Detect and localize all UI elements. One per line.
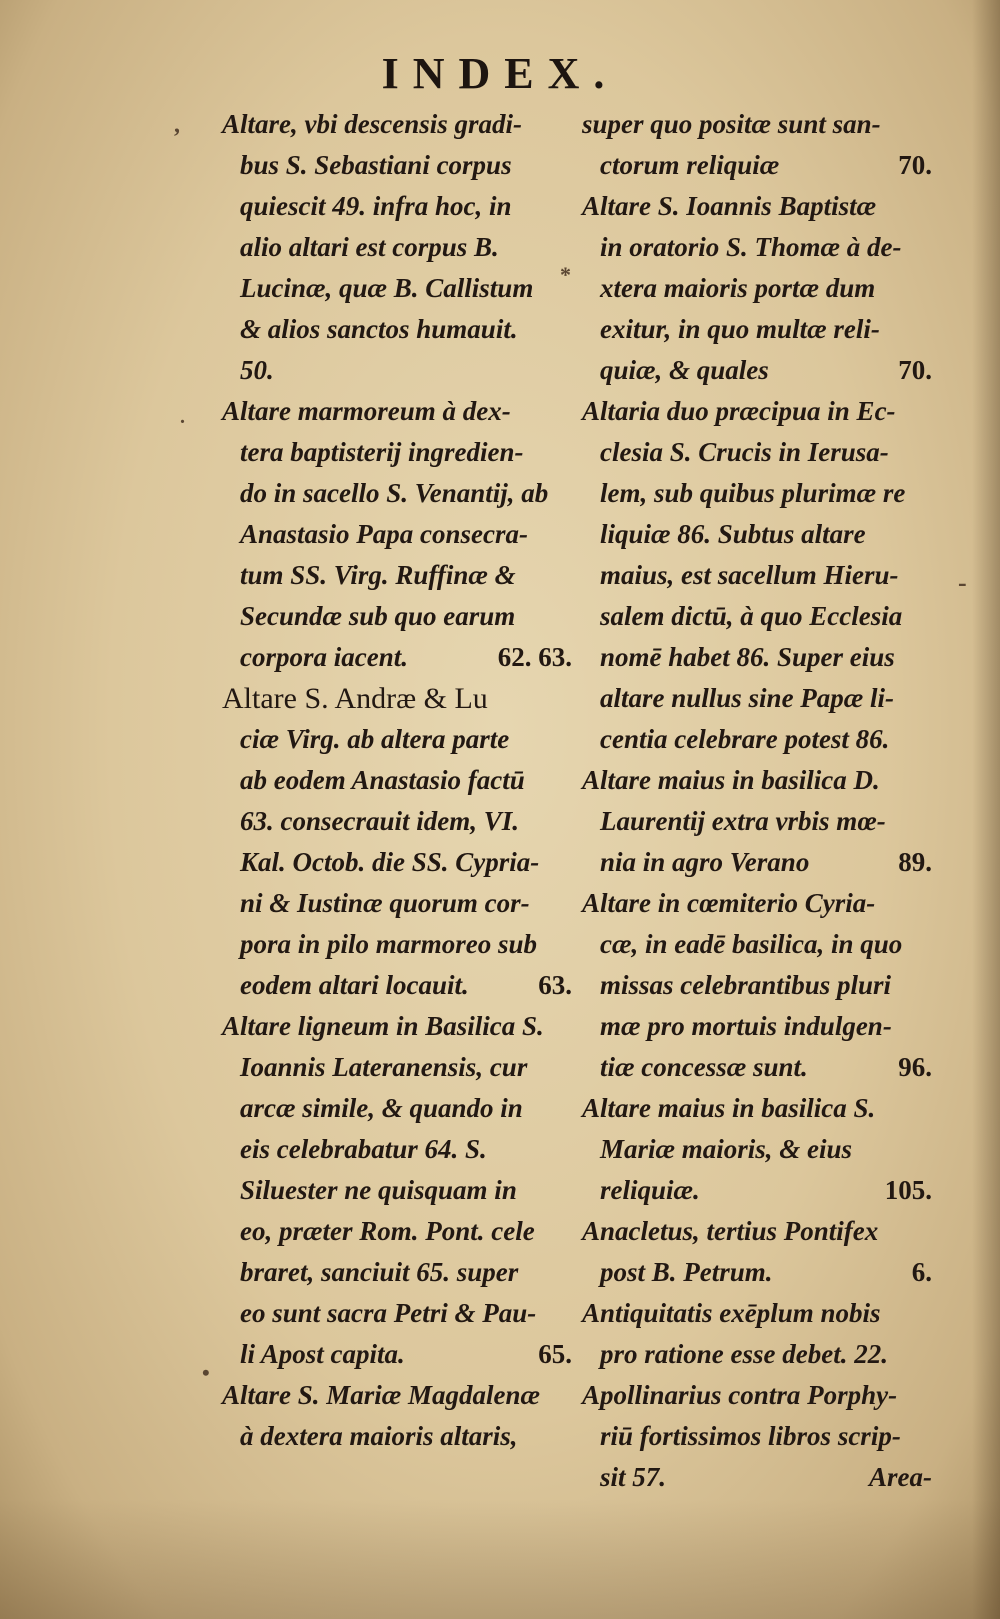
index-entry-line	[222, 801, 572, 842]
index-entry-line	[582, 227, 932, 268]
index-entry-line	[582, 350, 932, 391]
page-reference: 65.	[538, 1339, 572, 1369]
entry-text: pro ratione esse debet. 22.	[600, 1339, 888, 1369]
entry-text: Ioannis Lateranensis, cur	[240, 1052, 528, 1082]
index-entry-line	[222, 883, 572, 924]
margin-mark: -	[958, 568, 967, 597]
index-entry-line	[222, 473, 572, 514]
index-entry-line	[582, 1088, 932, 1129]
entry-text: Kal. Octob. die SS. Cypria-	[240, 847, 540, 877]
index-entry-line	[222, 596, 572, 637]
index-entry-line	[582, 1252, 932, 1293]
index-entry-line	[582, 432, 932, 473]
page-reference: 70.	[898, 355, 932, 385]
entry-text: post B. Petrum.	[600, 1257, 773, 1287]
entry-text: reliquiæ.	[600, 1175, 700, 1205]
margin-mark: ,	[174, 112, 180, 138]
index-entry-line	[582, 309, 932, 350]
entry-text: Laurentij extra vrbis mœ-	[600, 806, 886, 836]
entry-text: 50.	[240, 355, 274, 385]
index-entry-line	[222, 432, 572, 473]
index-entry-line	[582, 1334, 932, 1375]
entry-text: lem, sub quibus plurimæ re	[600, 478, 906, 508]
entry-text: Altare ligneum in Basilica S.	[222, 1011, 544, 1041]
index-entry-line	[582, 555, 932, 596]
page-reference: 63.	[538, 970, 572, 1000]
index-entry-line	[222, 1170, 572, 1211]
entry-text: bus S. Sebastiani corpus	[240, 150, 512, 180]
entry-text: quiescit 49. infra hoc, in	[240, 191, 512, 221]
left-column	[222, 104, 572, 1457]
index-entry-line	[582, 1293, 932, 1334]
index-entry-line	[222, 350, 572, 391]
entry-text: centia celebrare potest 86.	[600, 724, 890, 754]
entry-text: Lucinæ, quæ B. Callistum	[240, 273, 534, 303]
entry-text: Secundæ sub quo earum	[240, 601, 516, 631]
entry-text: Mariæ maioris, & eius	[600, 1134, 853, 1164]
right-column	[582, 104, 932, 1498]
index-entry-line	[222, 1211, 572, 1252]
entry-text: clesia S. Crucis in Ierusa-	[600, 437, 889, 467]
entry-text: Altare S. Andræ & Lu	[222, 682, 488, 715]
index-entry-line	[222, 678, 572, 719]
index-entry-line	[222, 924, 572, 965]
entry-text: eo sunt sacra Petri & Pau-	[240, 1298, 537, 1328]
entry-text: Siluester ne quisquam in	[240, 1175, 517, 1205]
index-entry-line	[582, 1047, 932, 1088]
entry-text: arcæ simile, & quando in	[240, 1093, 523, 1123]
index-entry-line	[222, 1047, 572, 1088]
entry-text: mæ pro mortuis indulgen-	[600, 1011, 892, 1041]
entry-text: Altare S. Ioannis Baptistæ	[582, 191, 877, 221]
entry-text: Altare maius in basilica S.	[582, 1093, 876, 1123]
entry-text: tiæ concessæ sunt.	[600, 1052, 808, 1082]
index-entry-line	[582, 1211, 932, 1252]
index-entry-line	[582, 596, 932, 637]
entry-text: in oratorio S. Thomæ à de-	[600, 232, 902, 262]
margin-mark: .	[180, 406, 185, 428]
index-entry-line	[222, 1006, 572, 1047]
entry-text: li Apost capita.	[240, 1339, 405, 1369]
index-entry-line	[582, 268, 932, 309]
entry-text: à dextera maioris altaris,	[240, 1421, 518, 1451]
index-entry-line	[582, 186, 932, 227]
entry-text: ctorum reliquiæ	[600, 150, 780, 180]
index-entry-line	[582, 473, 932, 514]
entry-text: Altare S. Mariæ Magdalenæ	[222, 1380, 541, 1410]
entry-text: cæ, in eadē basilica, in quo	[600, 929, 903, 959]
index-entry-line	[222, 1129, 572, 1170]
entry-text: missas celebrantibus pluri	[600, 970, 892, 1000]
entry-text: Anastasio Papa consecra-	[240, 519, 529, 549]
page-reference: 70.	[898, 150, 932, 180]
index-entry-line	[222, 637, 572, 678]
entry-text: 63. consecrauit idem, VI.	[240, 806, 520, 836]
entry-text: Altare, vbi descensis gradi-	[222, 109, 522, 139]
index-entry-line	[582, 801, 932, 842]
entry-text: maius, est sacellum Hieru-	[600, 560, 899, 590]
entry-text: ab eodem Anastasio factū	[240, 765, 525, 795]
entry-text: exitur, in quo multæ reli-	[600, 314, 880, 344]
entry-text: Anacletus, tertius Pontifex	[582, 1216, 879, 1246]
index-entry-line	[582, 145, 932, 186]
index-entry-line	[582, 719, 932, 760]
entry-text: alio altari est corpus B.	[240, 232, 499, 262]
index-entry-line	[222, 1088, 572, 1129]
index-entry-line	[222, 1252, 572, 1293]
entry-text: Antiquitatis exēplum nobis	[582, 1298, 881, 1328]
index-entry-line	[222, 1375, 572, 1416]
catchword: Area-	[869, 1462, 932, 1492]
index-entry-line	[222, 145, 572, 186]
page-reference: 96.	[898, 1052, 932, 1082]
entry-text: nomē habet 86. Super eius	[600, 642, 895, 672]
entry-text: riū fortissimos libros scrip-	[600, 1421, 901, 1451]
entry-text: sit 57.	[600, 1462, 667, 1492]
margin-mark: *	[560, 262, 571, 287]
index-entry-line	[582, 678, 932, 719]
entry-text: tera baptisterij ingredien-	[240, 437, 524, 467]
index-entry-line	[582, 1170, 932, 1211]
entry-text: pora in pilo marmoreo sub	[240, 929, 538, 959]
entry-text: xtera maioris portæ dum	[600, 273, 876, 303]
entry-text: Altaria duo præcipua in Ec-	[582, 396, 896, 426]
entry-text: Altare in cœmiterio Cyria-	[582, 888, 876, 918]
index-entry-line	[222, 1334, 572, 1375]
page-reference: 105.	[884, 1175, 932, 1205]
entry-text: Altare maius in basilica D.	[582, 765, 880, 795]
index-entry-line	[222, 719, 572, 760]
margin-mark: •	[202, 1360, 210, 1385]
index-entry-line	[582, 965, 932, 1006]
entry-text: altare nullus sine Papæ li-	[600, 683, 895, 713]
entry-text: Apollinarius contra Porphy-	[582, 1380, 898, 1410]
index-entry-line	[222, 391, 572, 432]
entry-text: eo, præter Rom. Pont. cele	[240, 1216, 535, 1246]
index-entry-line	[222, 965, 572, 1006]
entry-text: ni & Iustinæ quorum cor-	[240, 888, 530, 918]
page-reference: 89.	[898, 847, 932, 877]
index-entry-line	[222, 104, 572, 145]
entry-text: nia in agro Verano	[600, 847, 810, 877]
index-entry-line	[582, 1457, 932, 1498]
index-entry-line	[222, 1416, 572, 1457]
index-entry-line	[222, 555, 572, 596]
entry-text: eis celebrabatur 64. S.	[240, 1134, 487, 1164]
index-entry-line	[582, 1006, 932, 1047]
index-entry-line	[582, 1129, 932, 1170]
index-entry-line	[582, 1416, 932, 1457]
entry-text: corpora iacent.	[240, 642, 408, 672]
index-entry-line	[222, 842, 572, 883]
index-entry-line	[222, 186, 572, 227]
entry-text: salem dictū, à quo Ecclesia	[600, 601, 903, 631]
entry-text: ciæ Virg. ab altera parte	[240, 724, 510, 754]
index-entry-line	[222, 1293, 572, 1334]
entry-text: liquiæ 86. Subtus altare	[600, 519, 866, 549]
entry-text: quiæ, & quales	[600, 355, 769, 385]
index-entry-line	[582, 514, 932, 555]
entry-text: & alios sanctos humauit.	[240, 314, 518, 344]
index-entry-line	[582, 104, 932, 145]
index-entry-line	[582, 1375, 932, 1416]
page-reference: 6.	[911, 1257, 932, 1287]
index-entry-line	[582, 842, 932, 883]
entry-text: do in sacello S. Venantij, ab	[240, 478, 549, 508]
entry-text: super quo positæ sunt san-	[582, 109, 881, 139]
page-edge-shadow	[972, 0, 1000, 1619]
index-entry-line	[222, 309, 572, 350]
running-header: INDEX.	[381, 49, 619, 98]
index-entry-line	[582, 391, 932, 432]
page-reference: 62. 63.	[497, 642, 572, 672]
entry-text: eodem altari locauit.	[240, 970, 469, 1000]
index-entry-line	[222, 760, 572, 801]
index-entry-line	[222, 227, 572, 268]
index-entry-line	[582, 760, 932, 801]
index-entry-line	[222, 514, 572, 555]
entry-text: Altare marmoreum à dex-	[222, 396, 511, 426]
index-entry-line	[582, 924, 932, 965]
index-entry-line	[582, 883, 932, 924]
index-entry-line	[222, 268, 572, 309]
page-bottom-shadow	[0, 1499, 1000, 1619]
index-entry-line	[582, 637, 932, 678]
entry-text: tum SS. Virg. Ruffinæ &	[240, 560, 516, 590]
entry-text: braret, sanciuit 65. super	[240, 1257, 519, 1287]
